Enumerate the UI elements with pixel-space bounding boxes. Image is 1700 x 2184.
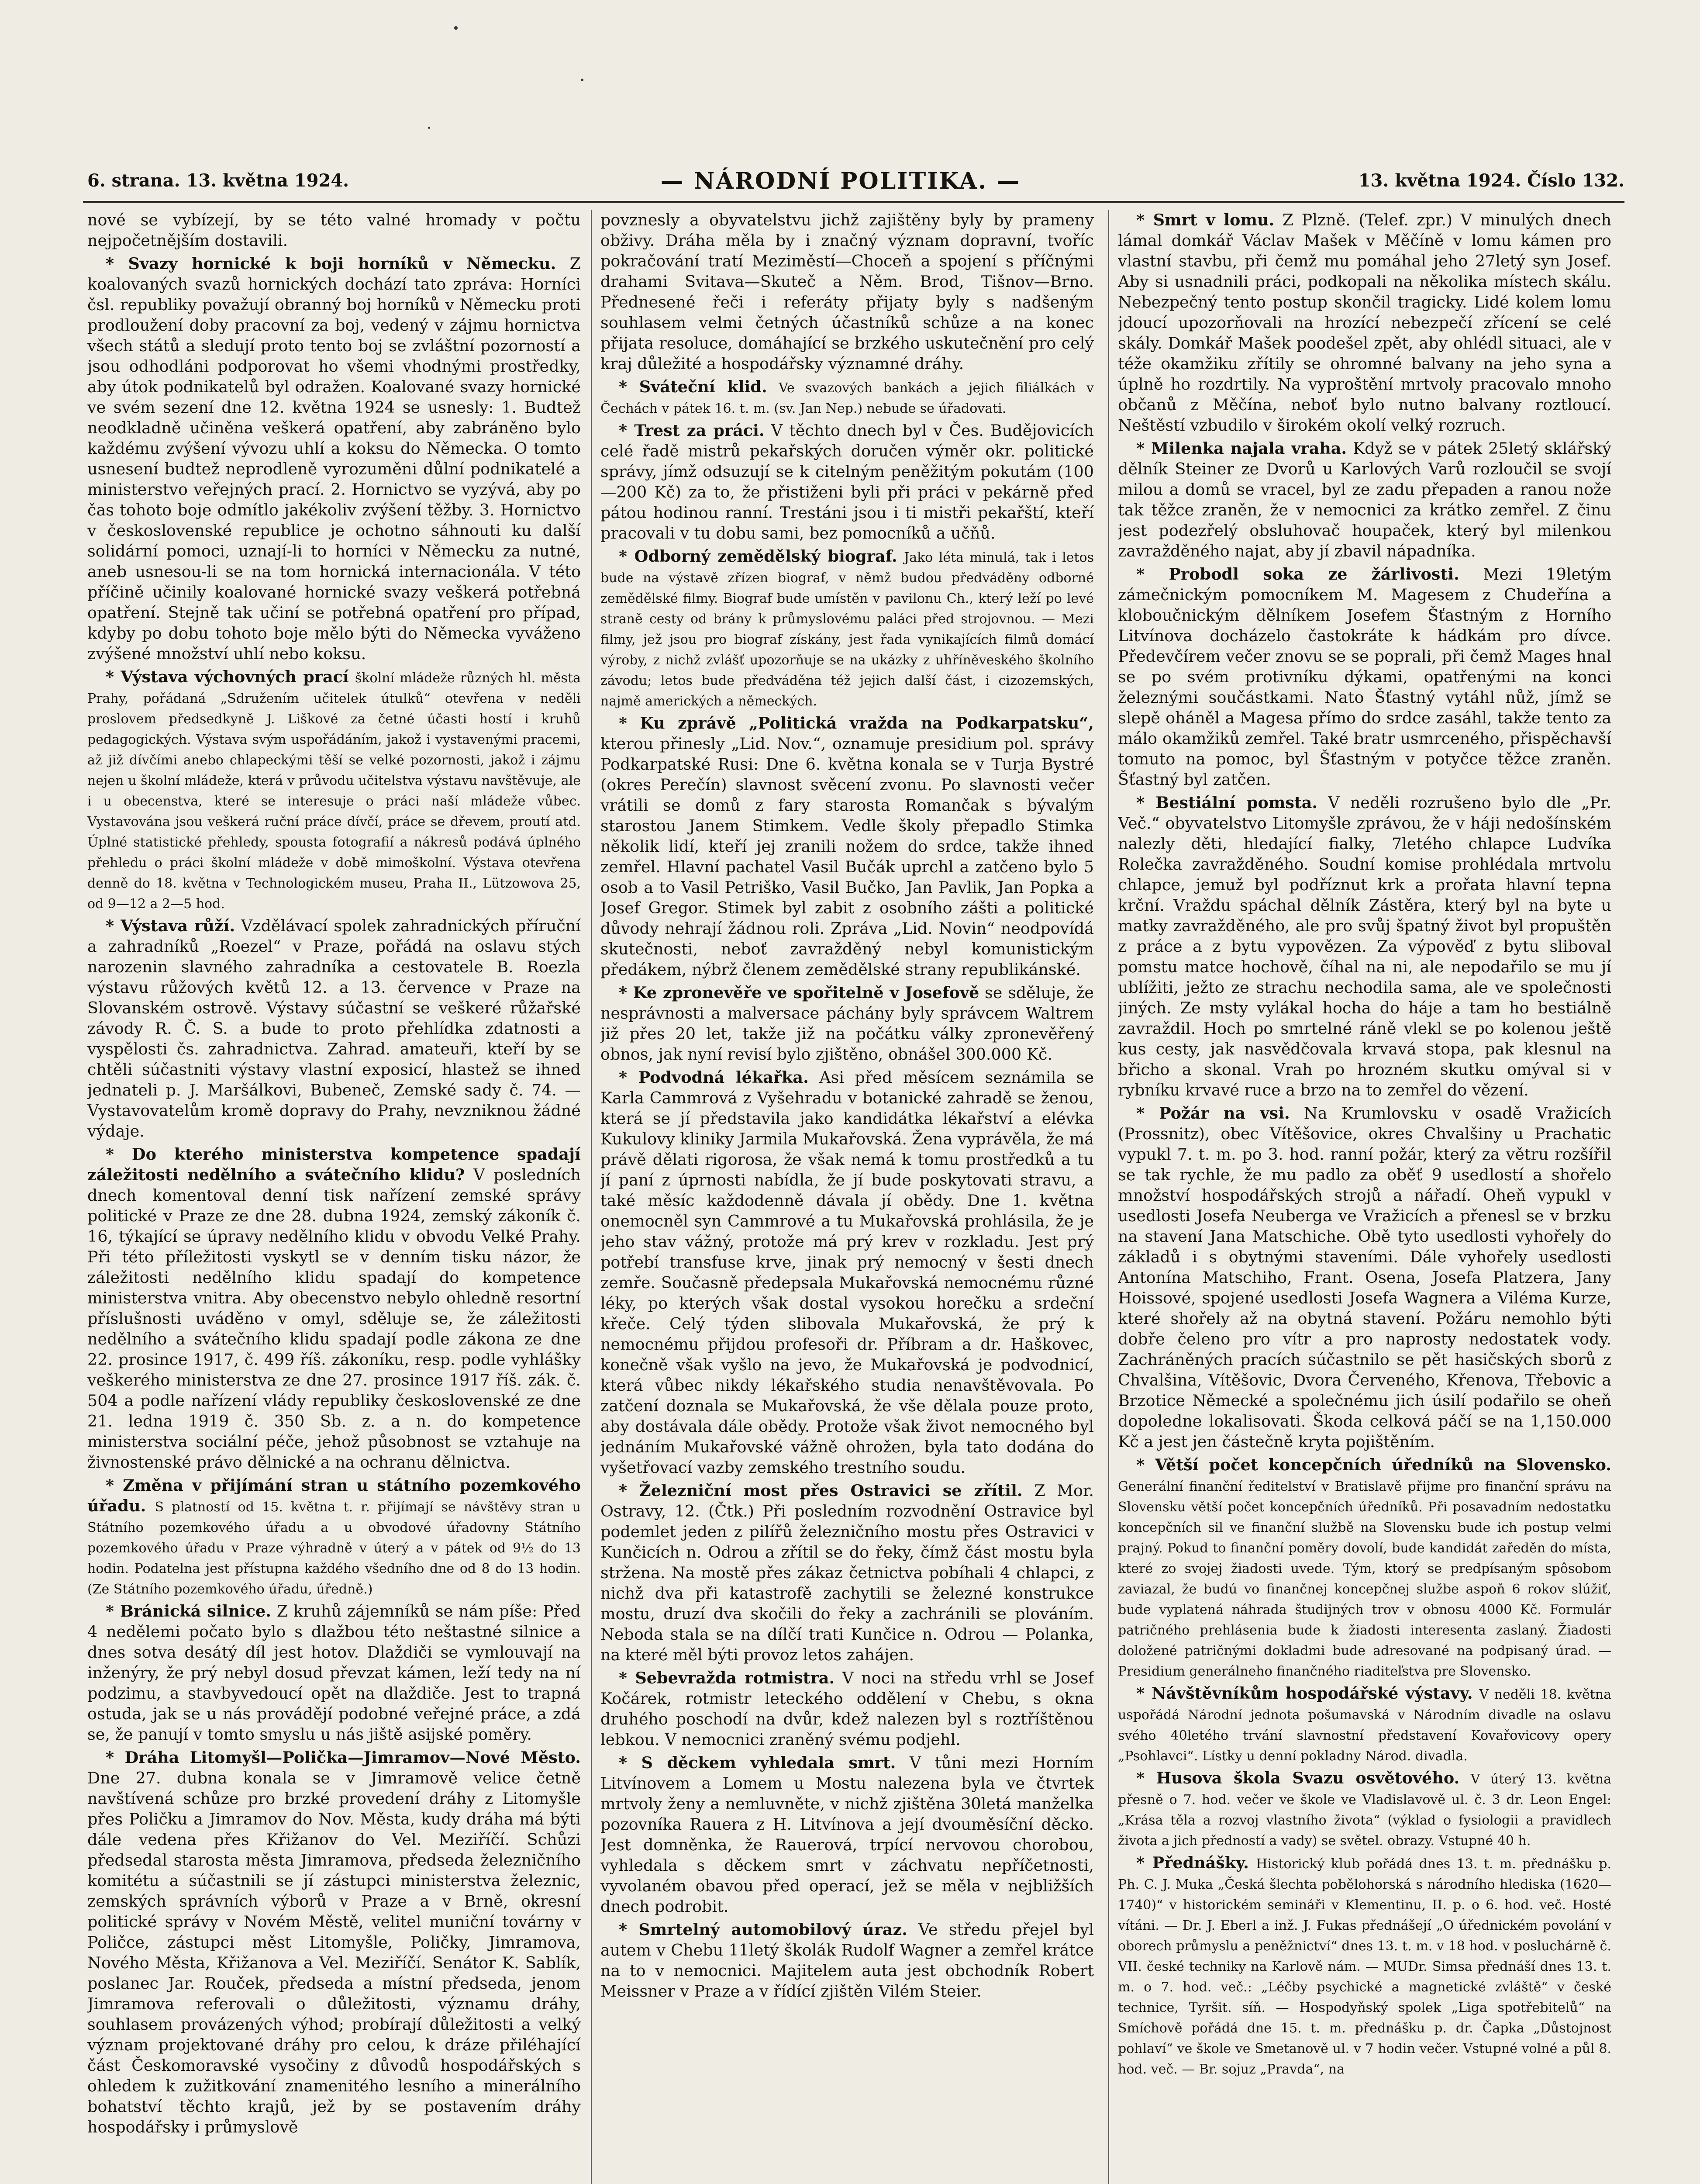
article-exhibition-visitors: * Návštěvníkům hospodářské výstavy. V neděli 18. května uspořádá Národní jednota pošumavská v Národním divadle na oslavu svého 40letého trvání slavnostní představení Kovařovicovy opery „Psohlavci“. Lístky u denní pokladny Národ. divadla. — [1118, 1684, 1611, 1764]
article-miners: * Svazy hornické k boji horníků v Německu. Z koalovaných svazů hornických dochází tato zpráva: Horníci čsl. republiky považují obranný boj horníků v Německu proti prodloužení doby pracovní za boj, vedený v zájmu hornictva všech států a sledují proto tento boj se zvláštní pozorností a jsou odhodláni podporovat ho všemi vhodnými prostředky, aby útok podnikatelů byl odražen. Koalované svazy hornické ve svém sezení dne 12. května 1924 se usnesly: 1. Budtež neodkladně učiněna veškerá opatření, aby zabráněno bylo každému zvýšení vývozu uhlí a koksu do Německa. O tomto usnesení budtež neprodleně vyrozuměni důlní podnikatelé a ministerstvo veřejných prací. 2. Hornictvo se vyzývá, aby po čas tohoto boje odmítlo jakékoliv zvýšení těžby. 3. Hornictvo v československé republice je ochotno sáhnouti ku další solidární pomoci, uznají-li to horníci v Německu za nutné, aneb usnesou-li se na tom hornická internacionála. V této příčině učinily koalované hornické svazy veškerá potřebná opatření. Stejně tak učiní se potřebná opatření pro případ, kdyby po dobu tohoto boje mělo býti do Německa vyváženo zvýšené množství uhlí nebo koksu. — [87, 254, 581, 663]
headline: * Dráha Litomyšl—Polička—Jimramov—Nové Město. — [106, 1748, 581, 1767]
article-embezzlement: * Ke zpronevěře ve spořitelně v Josefově se sděluje, že nesprávnosti a malversace páchány byly správcem Waltrem již přes 20 let, takže již na počátku války zpronevěřený obnos, jak nyní revisí bylo zjištěno, obnášel 300.000 Kč. — [600, 983, 1094, 1064]
column-divider — [591, 210, 592, 2184]
headline: * Bestiální pomsta. — [1136, 793, 1318, 812]
headline: * Milenka najala vraha. — [1136, 439, 1347, 458]
article-village-fire: * Požár na vsi. Na Krumlovsku v osadě Vražicích (Prossnitz), obec Vítěšovice, okres Chvalšiny u Prachatic vypukl 7. t. m. po 3. hod. ranní požár, který za větru rozšířil se tak rychle, že mu padlo za oběť 9 usedlostí a shořelo množství hospodářských strojů a nářadí. Oheň vypukl v usedlosti Josefa Neuberga ve Vražicích a přenesl se v brzku na stavení Jana Matschiche. Obě tyto usedlosti vyhořely do základů i s obytnými staveními. Dále vyhořely usedlosti Antonína Matschiho, Frant. Osena, Josefa Platzera, Jany Hoissové, spojené usedlosti Josefa Wagnera a Viléma Kurze, které shořely až na obytná stavení. Požáru nemohlo býti dobře čeleno pro vítr a pro naprosty nedostatek vody. Zachráněných pracích súčastnilo se pět hasičských sborů z Chvalšina, Vítěšovic, Dvora Červeného, Křenova, Třebovic a Brzotice Německé a společnému jich úsilí podařilo se oheň dopoledne lokalisovati. Škoda celková páčí se na 1,150.000 Kč a jest jen částečně kryta pojištěním. — [1118, 1104, 1611, 1451]
headline: * Změna v přijímání stran u státního pozemkového úřadu. — [87, 1476, 581, 1515]
headline: * Ke zpronevěře ve spořitelně v Josefově — [619, 983, 979, 1002]
article-car-accident: * Smrtelný automobilový úraz. Ve středu přejel byl autem v Chebu 11letý školák Rudolf Wagner a zemřel krátce na to v nemocnici. Majitelem auta jest obchodník Robert Meissner v Praze a v řídící zjištěn Vilém Steier. — [600, 1920, 1094, 2001]
header-rule — [83, 201, 1624, 203]
article-jealousy-stabbing: * Probodl soka ze žárlivosti. Mezi 19letým zámečnickým pomocníkem M. Magesem z Chudeřína a kloboučnickým dělníkem Josefem Šťastným z Horního Litvínova docházelo častokráte k hádkám pro dívce. Předevčírem večer znovu se se poprali, při čemž Mages hnal se po svém protivníku dýkami, opatřenými na konci železnými součástkami. Nato Šťastný vytáhl nůž, jímž se slepě oháněl a Magesa přímo do srdce zasáhl, takže tento za málo okamžiků zemřel. Také bratr usmrceného, přispěchavší tomuto na pomoc, byl Šťastným v potyčce těžce zraněn. Šťastný byl zatčen. — [1118, 565, 1611, 789]
headline: * Husova škola Svazu osvětového. — [1136, 1769, 1460, 1787]
print-speck — [454, 26, 458, 30]
headline: * Smrtelný automobilový úraz. — [619, 1920, 907, 1939]
masthead — [57, 170, 1624, 201]
headline: * Sebevražda rotmistra. — [619, 1669, 835, 1687]
article-land-office: * Změna v přijímání stran u státního pozemkového úřadu. S platností od 15. května t. r. přijímají se návštěvy stran u Státního pozemkového úřadu a u obvodové úřadovny Státního pozemkového úřadu v Praze výhradně v úterý a v pátek od 9½ do 13 hodin. Podatelna jest přístupna každého všedního dne od 8 do 13 hodin. (Ze Státního pozemkového úřadu, úředně.) — [87, 1476, 581, 1597]
article-revenge: * Bestiální pomsta. V neděli rozrušeno bylo dle „Pr. Več.“ obyvatelstvo Litomyšle zprávou, že v háji nedošínském nalezly děti, hledající fialky, 7letého chlapce Ludvíka Rolečka zavražděného. Soudní komise prohlédala mrtvolu chlapce, jemuž byl podříznut krk a prořata hlavní tepna krční. Vraždu spáchal dělník Zástěra, který byl na byte u matky zavražděného, ale pro svůj špatný život byl propuštěn z práce a z bytu vypovězen. Za výpověď z bytu sliboval pomstu matce hochově, číhal na ni, ale nepodařilo se mu jí ublížiti, ježto ze strachu nechodila sama, ale ve společnosti jiných. Ze msty vylákal hocha do háje a tam ho bestiálně zavraždil. Hoch po smrtelné ráně vlekl se po kolenou ještě kus cesty, jak nasvědčovala krvavá stopa, pak klesnul na břicho a skonal. Vrah po hrozném skutku omýval si v rybníku krvavé ruce a brzo na to zemřel do vězení. — [1118, 793, 1611, 1099]
headline: * Odborný zemědělský biograf. — [619, 547, 897, 566]
print-speck — [581, 79, 583, 81]
article-ministry: * Do kterého ministerstva kompetence spadají záležitosti nedělního a svátečního klidu? V posledních dnech komentoval denní tisk nařízení zemské správy politické v Praze ze dne 28. dubna 1924, zemský zákoník č. 16, týkající se úpravy nedělního klidu v obvodu Velké Prahy. Při této příležitosti vyskytl se v denním tisku názor, že záležitosti nedělního klidu spadají do kompetence ministerstva vnitra. Aby obecenstvo nebylo ohledně resortní příslušnosti uváděno v omyl, sděluje se, že záležitosti nedělního a svátečního klidu spadají podle zákona ze dne 22. prosince 1917, č. 499 říš. zákoníku, resp. podle vyhlášky veškerého ministerstva ze dne 27. prosince 1917 říš. zák. č. 504 a podle nařízení vlády republiky československé ze dne 21. ledna 1919 č. 350 Sb. z. a n. do kompetence ministerstva sociální péče, jehož působnost se vztahuje na živnostenské právo dělnické a na ochranu dělnictva. — [87, 1145, 581, 1472]
article-fraud-doctor: * Podvodná lékařka. Asi před měsícem seznámila se Karla Cammrová z Vyšehradu v botanické zahradě se ženou, která se jí představila jako kandidátka lékařství a elévka Kukulovy kliniky Jarmila Mukařovská. Žena vyprávěla, že má právě dělati rigorosa, že však nemá k tomu prostředků a tu jí paní z úprnosti nabídla, že jí bude poskytovati stravu, a také měsíc každodenně dávala jí obědy. Dne 1. května onemocněl syn Cammrové a tu Mukařovská prohlásila, že je jeho stav vážný, protože má prý krev v rozkladu. Jest prý potřebí transfuse krve, jinak prý nemocný v šesti dnech zemře. Současně předepsala Mukařovská nemocnému různé léky, po kterých však dostal vysokou horečku a srdeční křeče. Celý týden slibovala Mukařovská, že prý k nemocnému přijdou profesoři dr. Příbram a dr. Haškovec, konečně však vyšlo na jevo, že Mukařovská je podvodnicí, která vůbec nikdy lékařského studia nenavštěvovala. Po zatčení doznala se Mukařovská, že vše dělala pouze proto, aby dostávala dále obědy. Protože však život nemocného byl jednáním Mukařovské vážně ohrožen, byla tato dodána do vyšetřovací vazby zemského trestního soudu. — [600, 1068, 1094, 1477]
newspaper-page — [57, 157, 1624, 2184]
headline: * Železniční most přes Ostravici se zřítil. — [619, 1481, 1023, 1500]
headline: * Trest za práci. — [619, 421, 765, 440]
article-bridge-collapse: * Železniční most přes Ostravici se zřítil. Z Mor. Ostravy, 12. (Čtk.) Při posledním rozvodnění Ostravice byl podemlet jeden z pilířů železničního mostu přes Ostravici v Kunčicích n. Odrou a zřítil se do řeky, čímž část mostu byla stržena. Na mostě přes zákaz četnictva pobíhali 4 chlapci, z nichž dva při katastrofě zachytili se železné konstrukce mostu, druzí dva skočili do řeky a zachránili se plováním. Neboda stala se na dílčí trati Kunčice n. Odrou — Polanka, na které měl býti provoz letos zahájen. — [600, 1481, 1094, 1664]
headline: * Do kterého ministerstva kompetence spadají záležitosti nedělního a svátečního klidu? — [87, 1145, 581, 1184]
headline: * Smrt v lomu. — [1136, 211, 1275, 229]
article-continuation: nové se vybízejí, by se této valné hromady v počtu nejpočetnějším dostavili. — [87, 211, 581, 250]
headline: * Výstava růží. — [106, 916, 235, 935]
article-quarry-death: * Smrt v lomu. Z Plzně. (Telef. zpr.) V minulých dnech lámal domkář Václav Mašek v Měčíně v lomu kámen pro vlastní stavbu, při čemž mu pomáhal jeho 27letý syn Josef. Aby si usnadnili práci, podkopali na několika místech skálu. Nebezpečný tento postup skončil tragicky. Lidé kolem lomu jdoucí upozorňovali na hrozící nebezpečí zřícení se celé skály. Domkář Mašek poodešel zpět, aby ohlédl situaci, ale v téže okamžiku zřítily se ohromné balvany na jeho syna a úplně ho rozdrtily. Na vyproštění mrtvoly pracovalo mnoho občanů z Měčína, neboť bylo nutno balvany roztloucí. Neštěstí vzbudilo v širokém okolí velký rozruch. — [1118, 211, 1611, 435]
headline: * Výstava výchovných prací — [106, 667, 349, 686]
article-roses: * Výstava růží. Vzdělávací spolek zahradnických příruční a zahradníků „Roezel“ v Praze, pořádá na oslavu stých narozenin slavného zahradníka a cestovatele B. Roezla výstavu růžových květů 12. a 13. července v Praze na Slovanském ostrově. Výstavy súčastní se veškeré růžařské závody R. Č. S. a bude to proto přehlídka zdatnosti a vyspělosti čs. zahradnictva. Zahrad. amateuři, kteří by se chtěli súčastniti výstavy vlastní exposicí, hlastež se ihned jednateli p. J. Maršálkovi, Bubeneč, Zemské sady č. 74. — Vystavovatelům kromě dopravy do Prahy, nevzniknou žádné výdaje. — [87, 916, 581, 1140]
headline: * Svazy hornické k boji horníků v Německu. — [106, 254, 556, 273]
article-pond-death: * S děckem vyhledala smrt. V tůni mezi Horním Litvínovem a Lomem u Mostu nalezena byla ve čtvrtek mrtvoly ženy a nemluvněte, v nichž zjištěna 30letá manželka pozovníka Rauera z H. Litvínova a její dvouměsíční děcko. Jest domněnka, že Rauerová, trpící nervovou chorobou, vyhledala s děckem smrt v záchvatu nepříčetnosti, vyvolaném obavou před operací, jež se měla v nejbližších dnech podrobit. — [600, 1753, 1094, 1916]
print-speck — [428, 127, 430, 129]
article-railway-litomysl: * Dráha Litomyšl—Polička—Jimramov—Nové Město. Dne 27. dubna konala se v Jimramově velice četně navštívená schůze pro brzké provedení dráhy z Litomyšle přes Poličku a Jimramov do Nov. Města, kudy dráha má býti dále vedena přes Křižanov do Vel. Meziříčí. Schůzi předsedal starosta města Jimramova, předseda železničního komitétu a súčastnili se jí zástupci ministerstva železnic, zemských správních výborů v Praze a v Brně, okresní politické správy v Novém Městě, velitel muniční továrny v Poličce, zástupci měst Litomyšle, Poličky, Jimramova, Nového Města, Křižanova a Vel. Meziříčí. Senátor K. Sablík, poslanec Jar. Rouček, předseda a místní předseda, jenom Jimramova referovali o důležitosti, významu dráhy, souhlasem provázených výhod; probírají důležitosti a velký význam projektované dráhy pro celou, k dráze přiléhající část Českomoravské vysočiny z důvodů hospodářských s ohledem k zužitkování znamenitého lesního a minerálního bohatství těchto krajů, jež by se postavením dráhy hospodářsky i průmyslově — [87, 1748, 581, 2136]
headline: * Požár na vsi. — [1136, 1104, 1290, 1123]
headline: * Přednášky. — [1136, 1853, 1249, 1872]
article-hus-school: * Husova škola Svazu osvětového. V úterý 13. května přesně o 7. hod. večer ve škole ve Vladislavově ul. č. 3 dr. Leon Engel: „Krása těla a rozvoj vlastního života“ (výklad o fysiologii a pravidlech života a jich předností a vady) se světel. obrazy. Vstupné 40 h. — [1118, 1769, 1611, 1849]
article-punishment: * Trest za práci. V těchto dnech byl v Čes. Budějovicích celé řadě mistrů pekařských doručen výměr okr. politické správy, jímž odsuzují se k citelným peněžitým pokutám (100—200 Kč) za to, že přistiženi byli při práci v pekárně před pátou hodinou ranní. Trestáni jsou i ti mistři pekařští, kteří pracovali v tu dobu sami, bez pomocníků a učňů. — [600, 421, 1094, 543]
headline: * Podvodná lékařka. — [619, 1068, 809, 1087]
article-slovakia-officials: * Větší počet koncepčních úředníků na Slovensko. Generální finanční ředitelství v Bratislavě přijme pro finanční správu na Slovensku větší počet koncepčních úředníků. Při posavadním nedostatku koncepčních sil ve finanční službě na Slovensku bude ich postup velmi prajný. Pokud to finanční poměry dovolí, bude kandidát zaředěn do místa, které zo svojej žiadosti uvede. Tým, ktorý se predpísaným spôsobom zaviazal, že budú vo finančnej koncepčnej službe aspoň 6 rokov slúžiť, bude vyplatená náhrada študijných trov v obnosu 4000 Kč. Formulár patričného prehlásenia bude k žiadosti interesenta zaslaný. Žiadosti doložené patričnými dokladmi bude adresované na podpisaný úrad. — Presidium generálneho finančného riaditeľstva pre Slovensko. — [1118, 1455, 1611, 1679]
article-branik-road: * Bránická silnice. Z kruhů zájemníků se nám píše: Před 4 nedělemi počato bylo s dlažbou této neštastné silnice a dnes sotva desátý díl jest hotov. Dlaždiči se vymlouvají na inženýry, že prý nebyl dosud převzat kámen, leží tedy na ní podzimu, a stavbyvedoucí opět na dlaždiče. Jest to trapná ostuda, jak se u nás provádějí podobné veřejné práce, a zdá se, že panují v tomto smyslu u nás jiště asijské poměry. — [87, 1602, 581, 1744]
newspaper-title: — NÁRODNÍ POLITIKA. — — [660, 168, 1021, 194]
headline: * Ku zprávě „Politická vražda na Podkarpatsku“, — [619, 714, 1094, 733]
headline: * Probodl soka ze žárlivosti. — [1136, 565, 1459, 584]
issue-date: 13. května 1924. Číslo 132. — [1358, 170, 1624, 191]
column-divider — [1108, 210, 1109, 2184]
article-hired-killer: * Milenka najala vraha. Když se v pátek 25letý sklářský dělník Steiner ze Dvorů u Karlových Varů rozloučil se svojí milou a domů se vracel, byl ze zadu přepaden a ranou nože tak těžce zraněn, že v nemocnici za krátko zemřel. Z činu jest podezřelý obsluhovač houpaček, který byl milenkou zavražděného najat, aby jí zbavil nápadníka. — [1118, 439, 1611, 560]
article-biograph: * Odborný zemědělský biograf. Jako léta minulá, tak i letos bude na výstavě zřízen biograf, v němž budou předváděny odborné zemědělské filmy. Biograf bude umístěn v pavilonu Ch., který leží po levé straně cesty od brány k průmyslovému paláci před strojovnou. — Mezi filmy, jež jsou pro biograf získány, jest řada vynikajících filmů domácí výroby, z nichž zvlášť upozorňuje se na ukázky z uhříněveského školního závodu; letos bude předváděna též jejich další část, i cizozemských, najmě amerických a německých. — [600, 547, 1094, 709]
article-lectures: * Přednášky. Historický klub pořádá dnes 13. t. m. přednášku p. Ph. C. J. Muka „Česká šlechta pobělohorská s národního hlediska (1620—1740)“ v historickém semináři v Klementinu, II. p. o 6. hod. več. Hosté vítáni. — Dr. J. Eberl a inž. J. Fukas přednášejí „O úřednickém povolání v oborech průmyslu a peněžnictví“ dnes 13. t. m. v 18 hod. v posluchárně č. VII. české techniky na Karlově nám. — MUDr. Simsa přednáší dnes 13. t. m. o 7. hod. več.: „Léčby psychické a magnetické zvláště“ v české technice, Tyršit. síň. — Hospodyňský spolek „Liga spotřebitelů“ na Smíchově pořádá dne 15. t. m. přednášku p. dr. Čapka „Důstojnost pohlaví“ ve škole ve Smetanově ul. v 7 hodin večer. Vstupné volné a půl 8. hod. več. — Br. sojuz „Pravda“, na — [1118, 1853, 1611, 2077]
headline: * Větší počet koncepčních úředníků na Slovensko. — [1136, 1455, 1611, 1474]
column-3 — [1118, 210, 1611, 2184]
article-exhibition-works: * Výstava výchovných prací školní mládeže různých hl. města Prahy, pořádaná „Sdružením učitelek útulků“ otevřena v neděli proslovem předsedkyně J. Liškové za četné účasti hostí i kruhů pedagogických. Výstava svým uspořádáním, jakož i vystavenými pracemi, až již dívčími anebo chlapeckými těší se velké pozornosti, jakož i zájmu nejen u školní mládeže, která v průvodu učitelstva výstavu navštěvuje, ale i u obecenstva, které se interesuje o práci naší mládeže vůbec. Vystavována jsou veškerá ruční práce dívčí, práce se dřevem, proutí atd. Úplné statistické přehledy, spousta fotografií a nákresů podává úplného přehledu o práci školní mládeže v době mimoškolní. Výstava otevřena denně do 18. května v Technologickém museu, Praha II., Lützowova 25, od 9—12 a 2—5 hod. — [87, 667, 581, 912]
column-1 — [87, 210, 581, 2184]
article-political-murder: * Ku zprávě „Politická vražda na Podkarpatsku“, kterou přinesly „Lid. Nov.“, oznamuje presidium pol. správy Podkarpatské Rusi: Dne 6. května konala se v Turja Bystré (okres Perečín) slavnost svěcení zvonu. Po slavnosti večer vrátili se domů z fary starosta Romančak s bývalým starostou Janem Stimkem. Vedle školy přepadlo Stimka několik lidí, kteří jej zranili nožem do srdce, takže ihned zemřel. Hlavní pachatel Vasil Bučák uprchl a zatčeno bylo 5 osob a to Vasil Petriško, Vasil Bučko, Jan Pavlik, Jan Popka a Josef Gregor. Stimek byl zabit z osobního zášti a politické důvody nehrají žádnou roli. Zpráva „Lid. Novin“ neodpovídá skutečnosti, neboť zavražděný nebyl komunistickým předákem, nýbrž členem zemědělské strany republikánské. — [600, 714, 1094, 979]
article-holiday: * Sváteční klid. Ve svazových bankách a jejich filiálkách v Čechách v pátek 16. t. m. (sv. Jan Nep.) nebude se úřadovati. — [600, 377, 1094, 416]
headline: * S děckem vyhledala smrt. — [619, 1753, 896, 1772]
column-2 — [600, 210, 1094, 2184]
headline: * Sváteční klid. — [619, 377, 767, 396]
headline: * Bránická silnice. — [106, 1602, 271, 1621]
headline: * Návštěvníkům hospodářské výstavy. — [1136, 1684, 1473, 1703]
article-continuation: povznesly a obyvatelstvu jichž zajištěny byly by prameny obživy. Dráha měla by i značný význam dopravní, tvoříc pokračování tratí Meziměstí—Choceň a spojení s příčnými drahami Svitava—Skuteč a Něm. Brod, Tišnov—Brno. Přednesené řeči i referáty přijaty byly s nadšeným souhlasem velmi četných účastníků schůze a na konec přijata resoluce, domáhající se brzkého uskutečnění pro celý kraj důležité a hospodářsky významné dráhy. — [600, 211, 1094, 373]
page-info: 6. strana. 13. května 1924. — [87, 170, 349, 191]
article-suicide: * Sebevražda rotmistra. V noci na středu vrhl se Josef Kočárek, rotmistr leteckého oddělení v Chebu, s okna druhého poschodí na dvůr, kdež nalezen byl s roztříštěnou lebkou. V nemocnici zraněný svému podjehl. — [600, 1669, 1094, 1749]
